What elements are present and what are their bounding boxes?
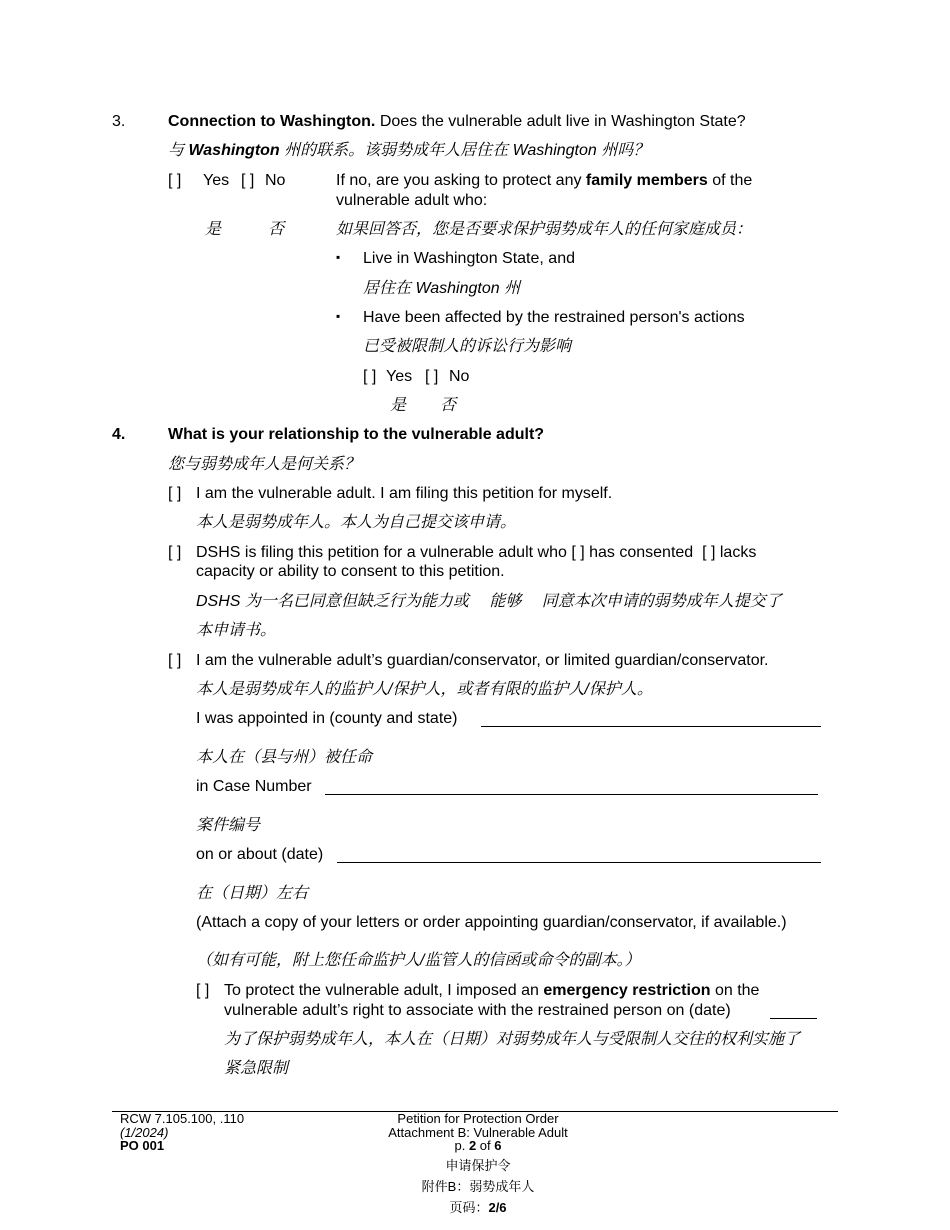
bullet-icon: ▪	[336, 309, 341, 323]
if-no-question-line2: vulnerable adult who:	[336, 192, 488, 209]
footer-page-number	[328, 1138, 628, 1153]
relationship-dshs-checkbox[interactable]: [ ]	[168, 544, 182, 561]
dshs-lacks-checkbox[interactable]: [ ]	[702, 544, 716, 561]
emergency-restriction-zh1: 为了保护弱势成年人，本人在（日期）对弱势成年人与受限制人交往的权利实施了	[224, 1031, 801, 1048]
if-no-question	[336, 172, 752, 190]
heading-zh-post: 州的联系。该弱势成年人居住在 Washington 州吗？	[279, 142, 650, 159]
case-number-label-zh: 案件编号	[196, 817, 261, 834]
dshs-lacks-label: lacks	[719, 544, 757, 561]
relationship-dshs-zh2: 本申请书。	[196, 622, 277, 639]
bullet-2-zh: 已受被限制人的诉讼行为影响	[363, 338, 572, 355]
relationship-guardian-zh: 本人是弱势成年人的监护人/保护人，或者有限的监护人/保护人。	[196, 681, 653, 698]
if-no-question-zh: 如果回答否，您是否要求保护弱势成年人的任何家庭成员：	[336, 221, 753, 238]
residence-yes-label: Yes	[203, 172, 230, 189]
relationship-guardian-checkbox[interactable]: [ ]	[168, 652, 182, 669]
page-mid: of	[476, 1138, 495, 1153]
relationship-dshs-line2: capacity or ability to consent to this petition.	[196, 563, 505, 580]
footer-version: (1/2024)	[120, 1125, 169, 1140]
emergency-restriction-zh2: 紧急限制	[224, 1060, 289, 1077]
family-yes-checkbox[interactable]: [ ]	[363, 368, 377, 385]
heading-bold: Connection to Washington.	[168, 113, 376, 130]
residence-yes-checkbox[interactable]: [ ]	[168, 172, 182, 189]
family-no-zh: 否	[440, 397, 457, 414]
residence-no-label: No	[265, 172, 286, 189]
relationship-dshs-zh1: DSHS 为一名已同意但缺乏行为能力或 能够 同意本次申请的弱势成年人提交了	[196, 593, 782, 610]
if-no-post: of the	[707, 172, 753, 189]
emergency-text-a: To protect the vulnerable adult, I imposed an	[224, 982, 544, 999]
bullet-1-text: Live in Washington State, and	[363, 250, 575, 267]
attach-note-zh: （如有可能，附上您任命监护人/监管人的信函或命令的副本。）	[196, 952, 641, 969]
page-zh-pre: 页码：	[449, 1200, 489, 1215]
appointed-county-state-field[interactable]	[481, 726, 821, 727]
heading-rest: Does the vulnerable adult live in Washington State?	[375, 113, 746, 130]
footer-form-number: PO 001	[120, 1138, 165, 1153]
emergency-text-bold: emergency restriction	[543, 982, 711, 999]
dshs-consented-checkbox[interactable]: [ ]	[571, 544, 585, 561]
appointed-label: I was appointed in (county and state)	[196, 710, 458, 727]
residence-yes-zh: 是	[205, 221, 222, 238]
residence-no-zh: 否	[268, 221, 285, 238]
relationship-self-checkbox[interactable]: [ ]	[168, 485, 182, 502]
footer-subtitle-zh: 附件B：弱势成年人	[421, 1179, 535, 1194]
case-number-label: in Case Number	[196, 778, 312, 795]
family-no-label: No	[449, 368, 470, 385]
section-3-heading	[168, 113, 746, 131]
heading-zh-bold: Washington	[188, 142, 280, 159]
footer-title-zh: 申请保护令	[445, 1158, 511, 1173]
emergency-restriction-line1	[224, 982, 759, 1000]
section-4-heading-zh: 您与弱势成年人是何关系？	[168, 456, 361, 473]
relationship-self-zh: 本人是弱势成年人。本人为自己提交该申请。	[196, 514, 517, 531]
date-label: on or about (date)	[196, 846, 324, 863]
page-current: 2	[468, 1138, 477, 1153]
attach-note: (Attach a copy of your letters or order appointing guardian/conservator, if available.)	[196, 914, 787, 931]
appointment-date-field[interactable]	[337, 862, 821, 863]
footer-title: Petition for Protection Order	[397, 1111, 559, 1126]
heading-zh-pre: 与	[168, 142, 189, 159]
family-no-checkbox[interactable]: [ ]	[425, 368, 439, 385]
residence-no-checkbox[interactable]: [ ]	[241, 172, 255, 189]
dshs-consented-label: has consented	[589, 544, 694, 561]
section-4-number: 4.	[112, 426, 126, 443]
if-no-pre: If no, are you asking to protect any	[336, 172, 586, 189]
emergency-date-field[interactable]	[770, 1018, 817, 1019]
family-yes-zh: 是	[390, 397, 407, 414]
footer-page-zh	[328, 1197, 628, 1216]
bullet-1-zh: 居住在 Washington 州	[363, 280, 521, 297]
page-zh-num: 2/6	[488, 1200, 507, 1215]
bullet-icon: ▪	[336, 250, 341, 264]
emergency-restriction-checkbox[interactable]: [ ]	[196, 982, 210, 999]
if-no-bold: family members	[585, 172, 708, 189]
appointed-label-zh: 本人在（县与州）被任命	[196, 749, 373, 766]
relationship-dshs-line1	[196, 544, 756, 562]
section-4-heading: What is your relationship to the vulnerable adult?	[168, 426, 545, 443]
page-total: 6	[494, 1138, 502, 1153]
dshs-text-a: DSHS is filing this petition for a vulnerable adult who	[196, 544, 567, 561]
bullet-2-text: Have been affected by the restrained person's actions	[363, 309, 745, 326]
emergency-restriction-line2: vulnerable adult’s right to associate with the restrained person on (date)	[224, 1002, 731, 1019]
date-label-zh: 在（日期）左右	[196, 885, 309, 902]
section-3-number: 3.	[112, 113, 126, 130]
emergency-text-b: on the	[710, 982, 760, 999]
case-number-field[interactable]	[325, 794, 818, 795]
family-yes-label: Yes	[386, 368, 413, 385]
relationship-guardian-text: I am the vulnerable adult’s guardian/conservator, or limited guardian/conservator.	[196, 652, 769, 669]
footer-rcw: RCW 7.105.100, .110	[120, 1111, 245, 1126]
relationship-self-text: I am the vulnerable adult. I am filing this petition for myself.	[196, 485, 613, 502]
section-3-heading-zh	[168, 137, 649, 160]
page-pre: p.	[454, 1138, 469, 1153]
footer-subtitle: Attachment B: Vulnerable Adult	[388, 1125, 568, 1140]
